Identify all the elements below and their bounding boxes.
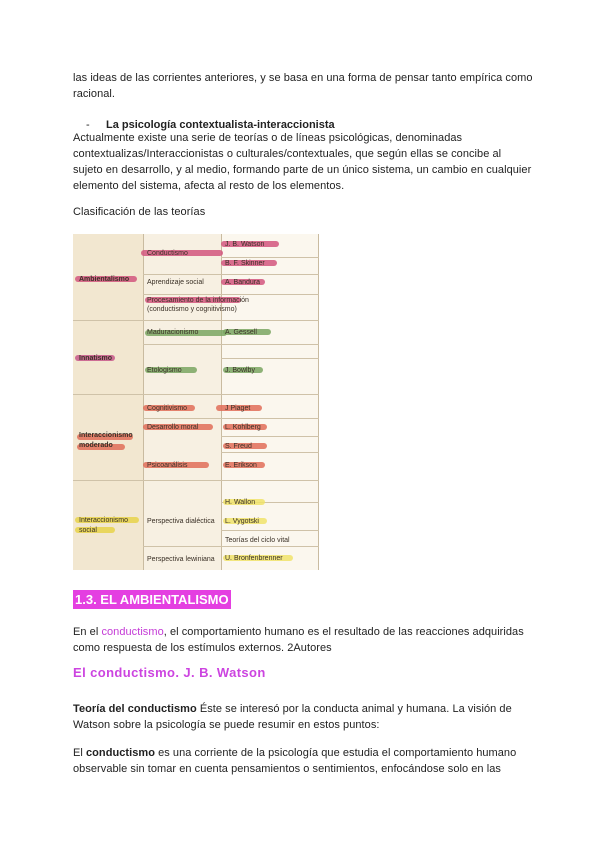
author-label: B. F. Skinner — [225, 260, 265, 267]
theory-label: Aprendizaje social — [147, 279, 204, 286]
text-run: es una corriente de la psicología que estudia el comportamiento humano observable sin tomar en cuenta pensamientos o sentimientos, enfocándose solo en las — [73, 747, 517, 775]
theory-label: Cognitivismo — [147, 405, 188, 412]
theory-label: Perspectiva lewiniana — [147, 556, 215, 563]
group-label: Interaccionismo — [79, 432, 133, 439]
classification-label: Clasificación de las teorías — [73, 206, 206, 218]
contextual-paragraph: Actualmente existe una serie de teorías o de líneas psicológicas, denominadas contextualizas/Interaccionistas o culturales/contextuales, que según ellas se concibe al sujeto en desarrollo, y al medio, formando parte de un único sistema, un cambio en cualquier elemento del sistema, afecta al resto de los elementos. — [73, 132, 532, 192]
classification-table — [73, 234, 319, 570]
conductismo-link[interactable]: conductismo — [101, 626, 164, 638]
author-label: L. Kohlberg — [225, 424, 261, 431]
group-label-line2: moderado — [79, 442, 113, 449]
teoria-paragraph — [73, 701, 533, 733]
author-label: Teorías del ciclo vital — [225, 537, 290, 544]
author-label: J Piaget — [225, 405, 251, 412]
theory-label: Perspectiva dialéctica — [147, 518, 215, 525]
group-label: Interaccionismo — [79, 517, 129, 524]
intro-paragraph: las ideas de las corrientes anteriores, y se basa en una forma de pensar tanto empírica como racional. — [73, 72, 533, 100]
section-heading: 1.3. EL AMBIENTALISMO — [75, 592, 229, 607]
theory-label: Maduracionismo — [147, 329, 199, 336]
subheading: El conductismo. J. B. Watson — [73, 665, 266, 680]
text-run: El — [73, 747, 86, 759]
author-label: H. Wallon — [225, 499, 256, 506]
text-run: , el comportamiento humano es el resultado de las reacciones adquiridas como respuesta de los estímulos externos. 2Autores — [73, 626, 524, 654]
group-label: Ambientalismo — [79, 276, 130, 283]
theory-label: Etologismo — [147, 367, 182, 374]
group-label-line2: social — [79, 527, 97, 534]
ambientalismo-paragraph — [73, 624, 533, 656]
theory-label-line2: (conductismo y cognitivismo) — [147, 306, 237, 313]
author-label: A. Bandura — [225, 279, 261, 286]
conductismo-paragraph — [73, 745, 533, 777]
theory-label: Desarrollo moral — [147, 424, 199, 431]
theory-label: Procesamiento de la información — [147, 297, 249, 304]
author-label: E. Erikson — [225, 462, 257, 469]
author-label: J. B. Watson — [225, 241, 265, 248]
theory-label: Conductismo — [147, 250, 188, 257]
text-run: Éste se interesó por la conducta animal y humana. La visión de Watson sobre la psicología se puede resumir en estos puntos: — [73, 703, 512, 731]
author-label: A. Gessell — [225, 329, 257, 336]
group-label: Innatismo — [79, 355, 113, 362]
author-label: L. Vygotski — [225, 518, 259, 525]
author-label: U. Bronfenbrenner — [225, 555, 283, 562]
bullet-dash: - — [86, 119, 90, 131]
theory-label: Psicoanálisis — [147, 462, 188, 469]
bold-run: Teoría del conductismo — [73, 703, 197, 715]
author-label: J. Bowlby — [225, 367, 255, 374]
bold-run: conductismo — [86, 747, 155, 759]
author-label: S. Freud — [225, 443, 252, 450]
bullet-title: La psicología contextualista-interaccionista — [106, 119, 335, 131]
text-run: En el — [73, 626, 102, 638]
